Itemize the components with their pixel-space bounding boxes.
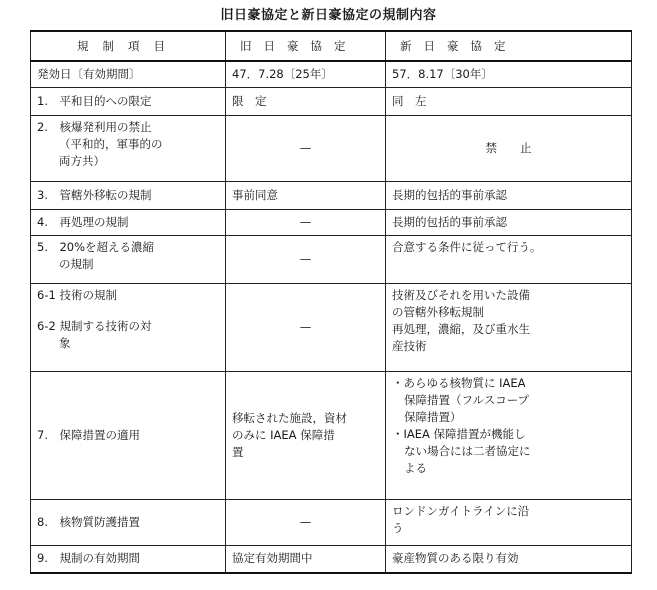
row-old-line: 移転された施設，資材 [232, 410, 347, 425]
row-item-line: 6-2 規制する技術の対 [37, 318, 152, 333]
table-row [31, 209, 632, 235]
row-new: 同 左 [386, 87, 632, 115]
row-new-line: 保障措置（フルスコープ [404, 392, 530, 407]
row-item-line: 2. 核爆発利用の禁止 [37, 119, 152, 134]
row-new [386, 499, 632, 545]
row-old [226, 371, 386, 499]
row-item: 3. 管轄外移転の規制 [31, 181, 226, 209]
row-old: — [226, 499, 386, 545]
row-new-line: う [392, 520, 404, 535]
row-new: 豪産物質のある限り有効 [386, 545, 632, 573]
row-item-line: 両方共） [59, 153, 105, 168]
row-item-line: 6-1 技術の規制 [37, 287, 117, 302]
row-new: 禁 止 [386, 115, 632, 181]
row-old-line: のみに IAEA 保障措 [232, 427, 335, 442]
row-item: 発効日〔有効期間〕 [31, 61, 226, 87]
row-new-line: ロンドンガイトラインに沿 [392, 503, 530, 518]
table-row [31, 235, 632, 283]
row-item [31, 115, 226, 181]
row-old: — [226, 283, 386, 371]
row-old: — [226, 209, 386, 235]
table-row [31, 115, 632, 181]
document-title: 旧日豪協定と新日豪協定の規制内容 [220, 8, 437, 23]
row-old-line: 置 [232, 444, 244, 459]
row-old: — [226, 235, 386, 283]
row-item: 7. 保障措置の適用 [31, 371, 226, 499]
row-old: — [226, 115, 386, 181]
row-new-line: ・あらゆる核物質に IAEA [392, 375, 526, 390]
row-item [31, 235, 226, 283]
table-row [31, 181, 632, 209]
row-item: 9. 規制の有効期間 [31, 545, 226, 573]
row-new: 57．8.17〔30年〕 [386, 61, 632, 87]
row-item-line: （平和的，軍事的の [59, 136, 163, 151]
table-row [31, 61, 632, 87]
table-row [31, 87, 632, 115]
table-row [31, 545, 632, 573]
row-item: 1. 平和目的への限定 [31, 87, 226, 115]
row-new-line: 保障措置） [404, 409, 462, 424]
row-new: 合意する条件に従って行う。 [386, 235, 632, 283]
row-old: 事前同意 [226, 181, 386, 209]
row-new-line: の管轄外移転規制 [392, 304, 484, 319]
row-new-line: よる [404, 460, 427, 475]
table-header-row [31, 31, 632, 61]
row-item-line: の規制 [59, 256, 94, 271]
row-new-line: 技術及びそれを用いた設備 [392, 287, 530, 302]
row-new-line: ない場合には二者協定に [404, 443, 531, 458]
row-new: 長期的包括的事前承認 [386, 181, 632, 209]
header-item: 規制項目 [31, 31, 226, 61]
row-old: 限 定 [226, 87, 386, 115]
row-item: 4. 再処理の規制 [31, 209, 226, 235]
row-old: 協定有効期間中 [226, 545, 386, 573]
row-item: 8. 核物質防護措置 [31, 499, 226, 545]
row-new: 長期的包括的事前承認 [386, 209, 632, 235]
row-item [31, 283, 226, 371]
table-row [31, 371, 632, 499]
row-new [386, 283, 632, 371]
header-new-agreement: 新日豪協定 [386, 31, 632, 61]
table-row [31, 499, 632, 545]
row-old: 47．7.28〔25年〕 [226, 61, 386, 87]
table-row [31, 283, 632, 371]
row-item-line: 5. 20%を超える濃縮 [37, 239, 155, 254]
header-old-agreement: 旧日豪協定 [226, 31, 386, 61]
row-new-line: 再処理，濃縮，及び重水生 [392, 321, 530, 336]
row-item-line: 象 [59, 335, 71, 350]
row-new-line: ・IAEA 保障措置が機能し [392, 426, 526, 441]
regulation-comparison-table [30, 30, 632, 574]
row-new [386, 371, 632, 499]
row-new-line: 産技術 [392, 338, 427, 353]
